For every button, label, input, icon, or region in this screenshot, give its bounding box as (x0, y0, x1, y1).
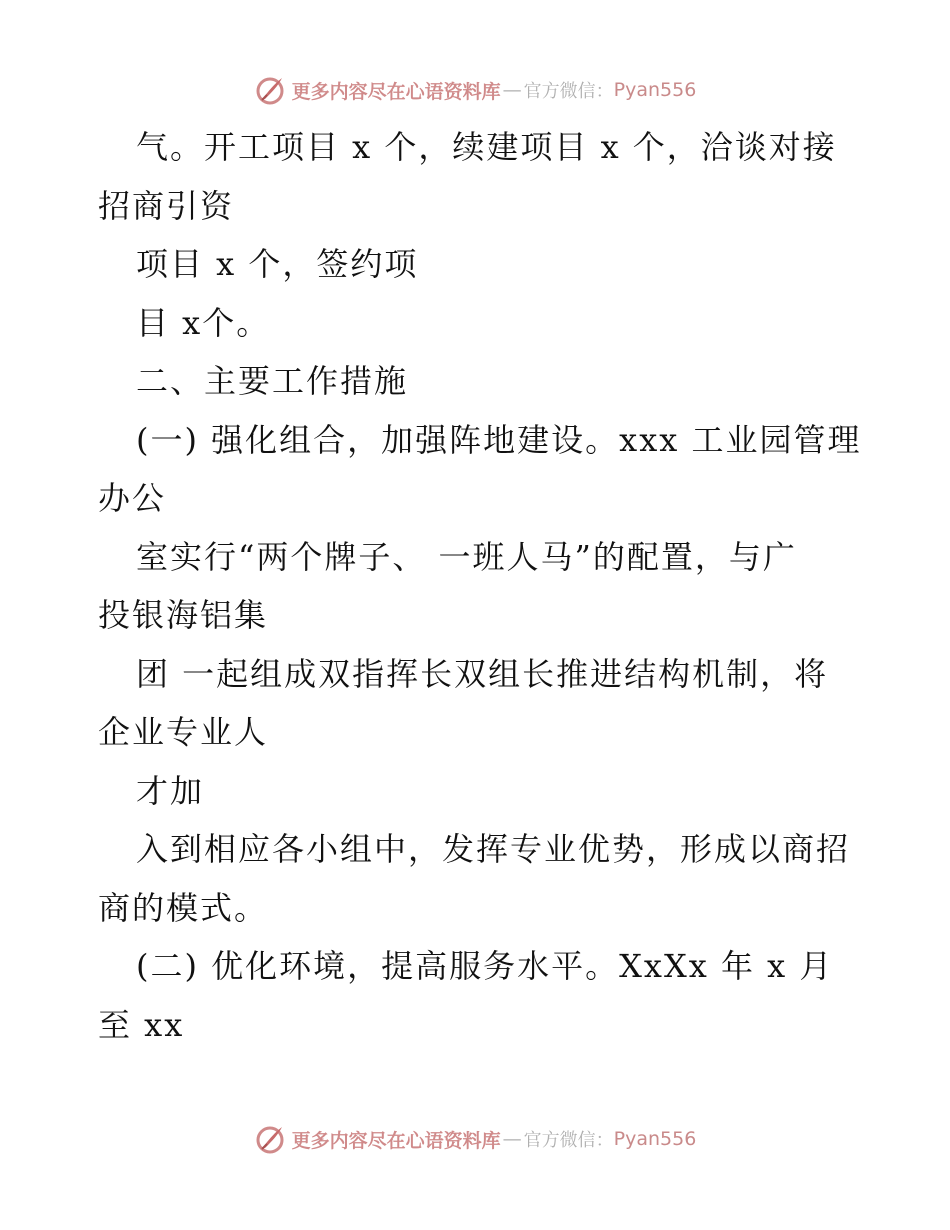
body-line: 团 一起组成双指挥长双组长推进结构机制，将 (136, 654, 829, 693)
body-line: (二) 优化环境，提高服务水平。XxXx 年 x 月 (136, 947, 834, 985)
watermark-id: Pyan556 (613, 79, 697, 101)
body-line: (一) 强化组合，加强阵地建设。xxx 工业园管理 (136, 420, 862, 459)
body-line: 项目 x 个，签约项 (136, 245, 419, 283)
watermark-text: 更多内容尽在心语资料库 (291, 1129, 501, 1152)
body-line: 气。开工项目 x 个，续建项目 x 个，洽谈对接 (136, 128, 837, 166)
header-watermark (0, 70, 950, 110)
body-line: 商的模式。 (98, 888, 269, 927)
body-line: 企业专业人 (98, 713, 269, 751)
body-line: 办公 (98, 479, 167, 517)
footer-watermark (0, 1119, 950, 1159)
body-line: 入到相应各小组中，发挥专业优势，形成以商招 (136, 830, 851, 868)
watermark-separator: — (502, 79, 522, 101)
body-line: 招商引资 (98, 186, 235, 225)
document-body (98, 118, 868, 1054)
watermark-label: 官方微信： (523, 81, 614, 102)
quill-logo-icon (254, 1123, 286, 1155)
watermark-id: Pyan556 (613, 1128, 697, 1150)
body-line: 至 xx (98, 1005, 185, 1044)
quill-logo-icon (254, 74, 286, 106)
body-line: 投银海铝集 (98, 596, 269, 634)
watermark-label: 官方微信： (523, 1130, 614, 1151)
body-line: 室实行“两个牌子、 一班人马”的配置，与广 (136, 537, 797, 576)
body-line: 目 x个。 (136, 303, 271, 342)
body-line: 才加 (136, 771, 205, 810)
watermark-separator: — (502, 1128, 522, 1150)
section-heading: 二、主要工作措施 (136, 362, 409, 400)
watermark-text: 更多内容尽在心语资料库 (291, 80, 501, 103)
